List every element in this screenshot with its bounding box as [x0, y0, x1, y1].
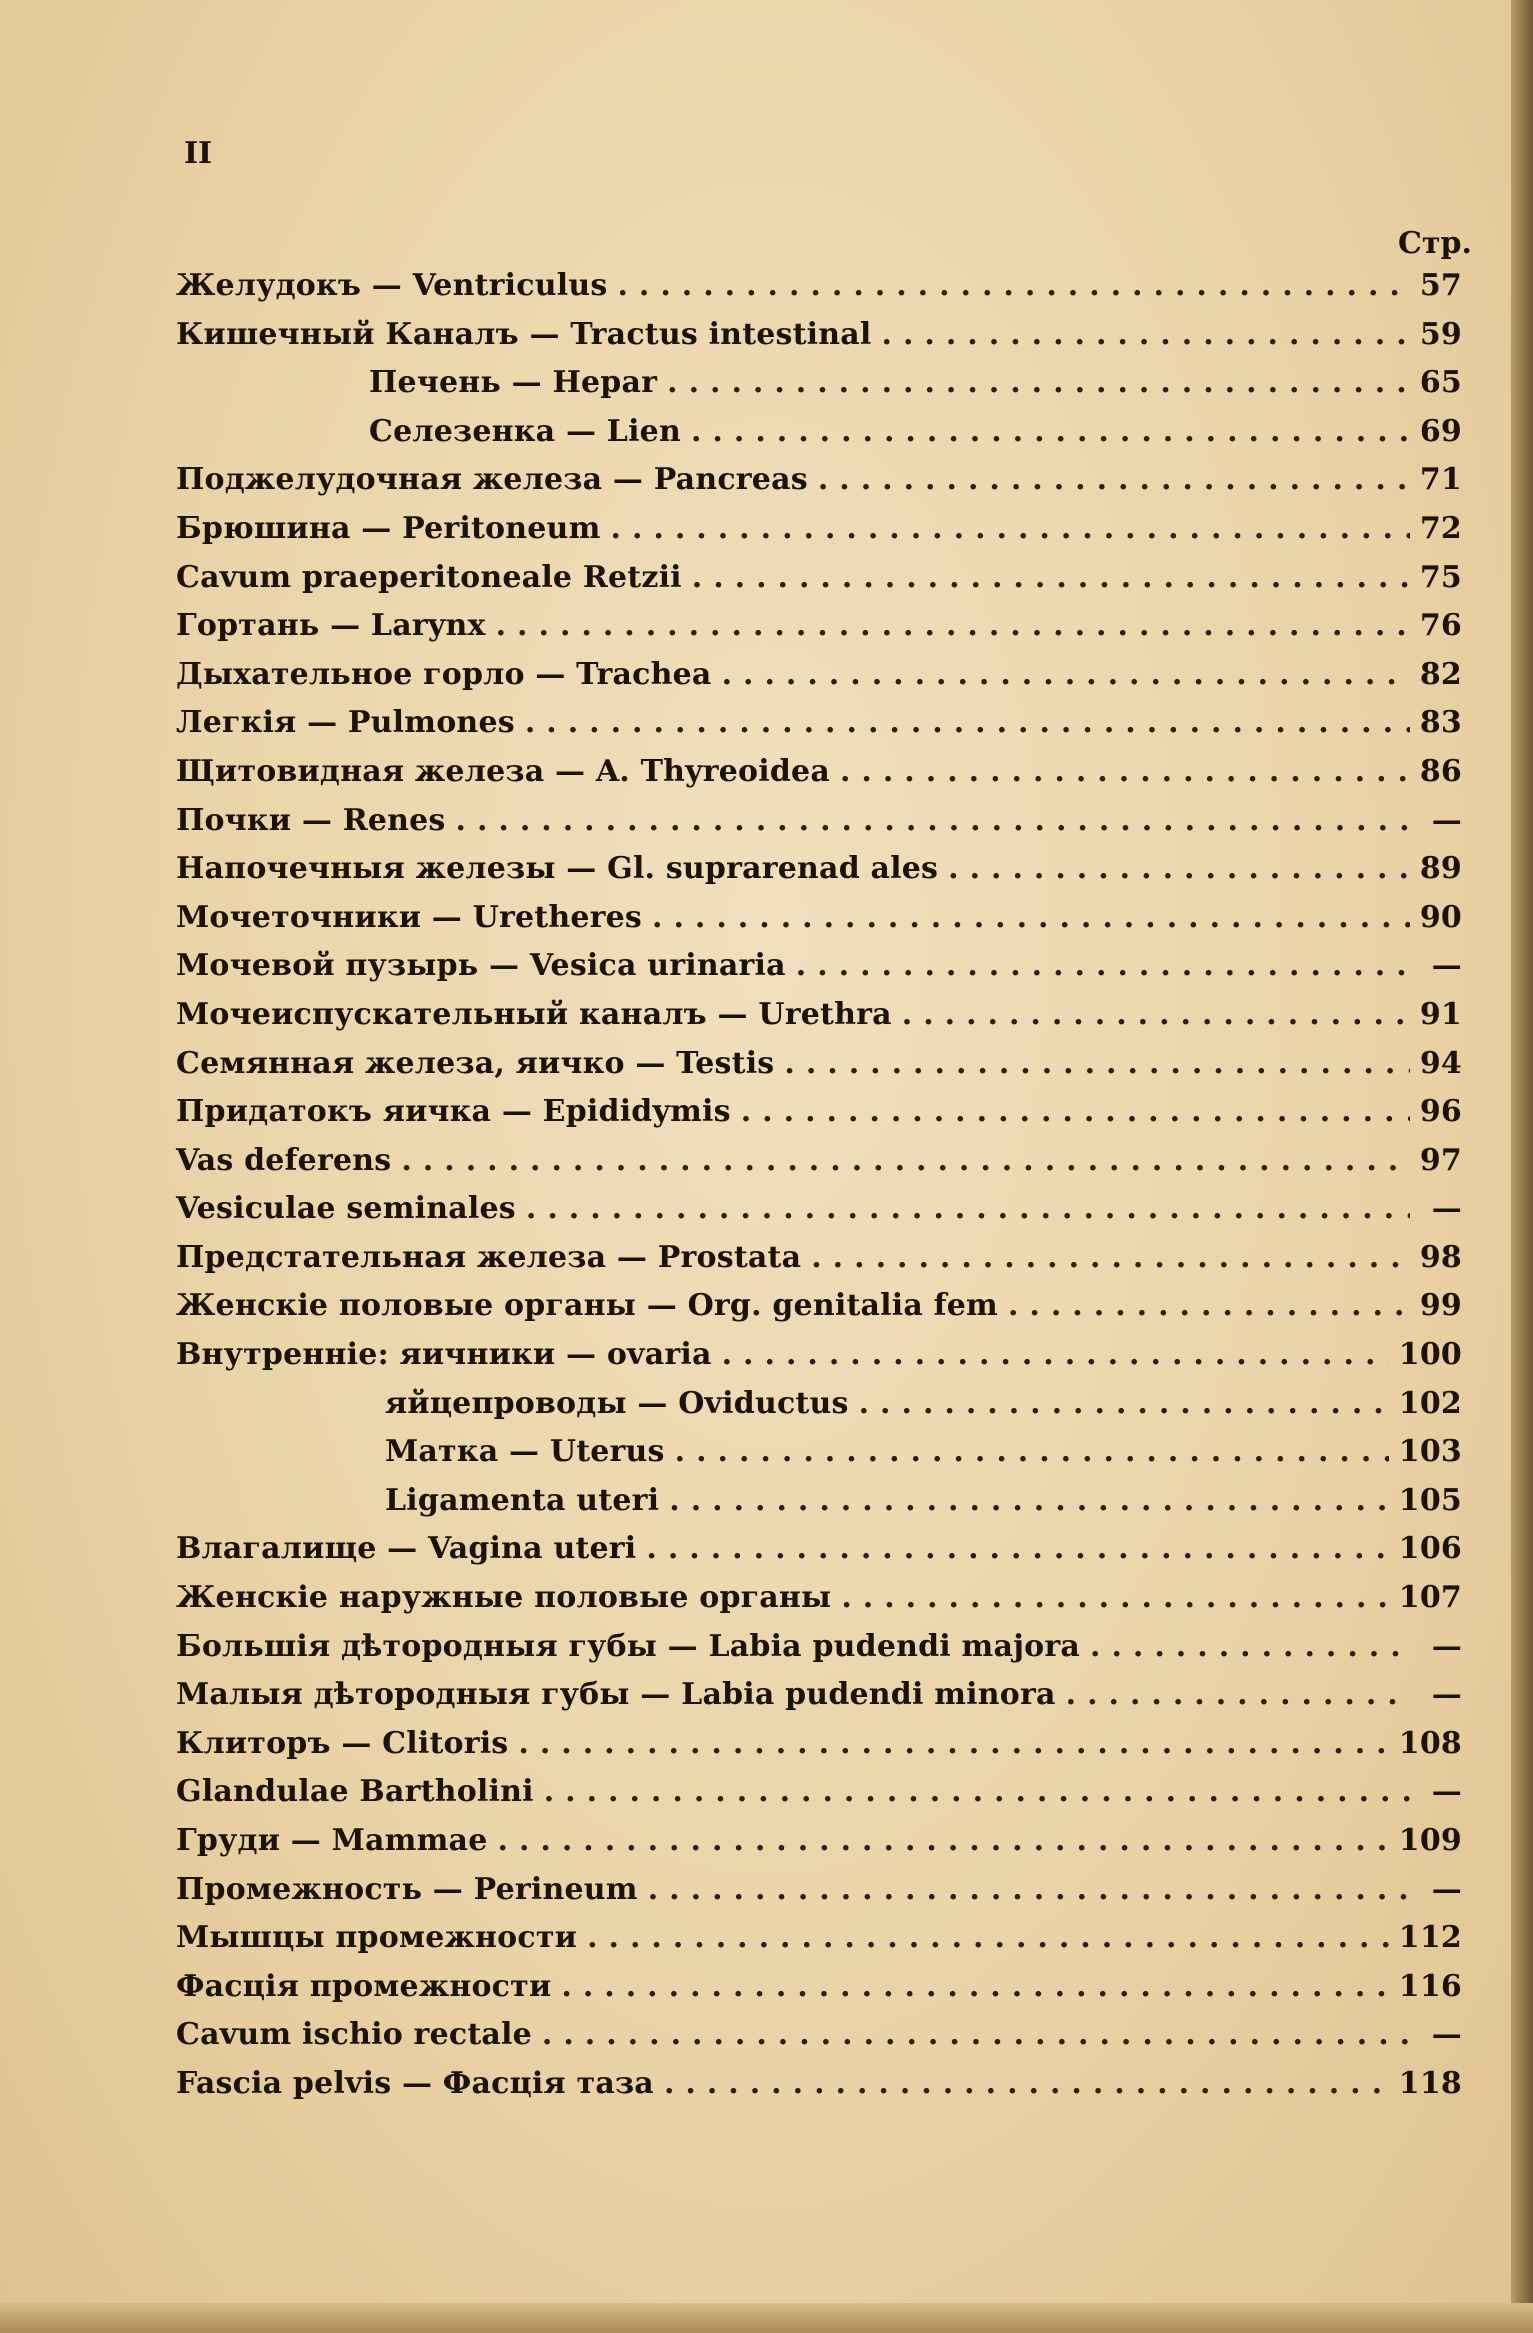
- toc-entry-title: Кишечный Каналъ — Tractus intestinal: [176, 316, 872, 352]
- toc-entry-page: —: [1431, 1191, 1462, 1227]
- toc-entry: [176, 365, 1462, 414]
- toc-entry: [176, 1531, 1462, 1580]
- toc-entry: [176, 462, 1462, 511]
- toc-entry-title: Промежность — Perineum: [176, 1871, 638, 1907]
- toc-entry-page: 98: [1419, 1239, 1462, 1275]
- toc-entry-page: 59: [1419, 316, 1462, 352]
- toc-entry: [176, 1143, 1462, 1192]
- toc-entry-title: Клиторъ — Clitoris: [176, 1725, 509, 1761]
- dot-leader: [648, 1872, 1410, 1907]
- toc-entry: [176, 414, 1462, 463]
- toc-entry-title: Cavum praeperitoneale Retzii: [176, 559, 682, 595]
- toc-entry-title: Матка — Uterus: [385, 1434, 665, 1470]
- dot-leader: [796, 948, 1410, 983]
- dot-leader: [652, 900, 1410, 935]
- toc-entry: [176, 997, 1462, 1046]
- toc-entry-title: Груди — Mammae: [176, 1823, 488, 1858]
- toc-entry: [176, 1774, 1462, 1823]
- toc-entry-title: Брюшина — Peritoneum: [176, 510, 601, 546]
- toc-entry-title: Мочеиспускательный каналъ — Urethra: [176, 996, 892, 1032]
- toc-entry: [176, 1288, 1462, 1337]
- dot-leader: [664, 2066, 1389, 2101]
- toc-entry-page: 100: [1398, 1337, 1462, 1373]
- toc-entry-page: 105: [1398, 1482, 1462, 1518]
- toc-entry: [176, 754, 1462, 803]
- toc-entry: [176, 1094, 1462, 1143]
- toc-entry-title: Внутренніе: яичники — ovaria: [176, 1337, 712, 1373]
- toc-entry: [176, 705, 1462, 754]
- dot-leader: [692, 560, 1410, 595]
- toc-entry-page: 75: [1419, 559, 1462, 595]
- dot-leader: [1090, 1629, 1410, 1664]
- toc-entry-title: Семянная железа, яичко — Testis: [176, 1045, 775, 1081]
- toc-entry: [176, 1920, 1462, 1969]
- toc-entry-title: Glandulae Bartholini: [176, 1774, 534, 1810]
- toc-entry-title: Большія дѣтородныя губы — Labia pudendi majora: [176, 1628, 1081, 1664]
- toc-entry-title: Cavum ischio rectale: [176, 2017, 532, 2053]
- dot-leader: [811, 1240, 1410, 1275]
- dot-leader: [818, 462, 1410, 497]
- page-edge-shadow: [1511, 0, 1533, 2333]
- toc-entry: [176, 851, 1462, 900]
- toc-entry-title: Ligamenta uteri: [385, 1482, 660, 1518]
- toc-entry: [176, 268, 1462, 317]
- toc-entry-page: 99: [1419, 1288, 1462, 1324]
- dot-leader: [498, 1823, 1389, 1858]
- toc-entry: [176, 1677, 1462, 1726]
- toc-entry-page: 86: [1419, 753, 1462, 789]
- dot-leader: [882, 317, 1410, 352]
- toc-entry: [176, 803, 1462, 852]
- dot-leader: [841, 1580, 1388, 1615]
- dot-leader: [840, 754, 1410, 789]
- toc-entry: [176, 511, 1462, 560]
- toc-entry-page: —: [1431, 948, 1462, 984]
- toc-entry-page: 83: [1419, 705, 1462, 741]
- dot-leader: [542, 2017, 1410, 2052]
- toc-entry-title: Гортань — Larynx: [176, 608, 486, 644]
- toc-entry: [176, 1969, 1462, 2018]
- toc-entry: [176, 948, 1462, 997]
- page-column-header: Стр.: [1398, 226, 1472, 261]
- dot-leader: [722, 657, 1410, 692]
- toc-entry-page: 90: [1419, 899, 1462, 935]
- toc-entry-title: Vesiculae seminales: [176, 1191, 516, 1227]
- dot-leader: [617, 268, 1409, 303]
- toc-entry-page: 91: [1419, 996, 1462, 1032]
- toc-entry-title: Легкія — Pulmones: [176, 705, 515, 741]
- toc-entry: [176, 1580, 1462, 1629]
- toc-entry-title: Vas deferens: [176, 1142, 392, 1178]
- dot-leader: [611, 511, 1410, 546]
- toc-entry-page: 76: [1419, 608, 1462, 644]
- dot-leader: [526, 1191, 1410, 1226]
- toc-entry: [176, 608, 1462, 657]
- toc-entry-title: Мочевой пузырь — Vesica urinaria: [176, 948, 786, 984]
- toc-entry-page: 106: [1398, 1531, 1462, 1567]
- toc-entry-title: яйцепроводы — Oviductus: [385, 1385, 849, 1421]
- toc-entry-page: —: [1431, 802, 1462, 838]
- dot-leader: [722, 1337, 1389, 1372]
- toc-entry-title: Придатокъ яичка — Epididymis: [176, 1094, 731, 1130]
- toc-entry: [176, 1386, 1462, 1435]
- toc-entry-page: 65: [1419, 365, 1462, 401]
- toc-entry: [176, 900, 1462, 949]
- toc-entry-page: 96: [1419, 1094, 1462, 1130]
- toc-entry-page: 109: [1398, 1823, 1462, 1858]
- toc-entry-page: 71: [1419, 462, 1462, 498]
- dot-leader: [667, 365, 1410, 400]
- dot-leader: [691, 414, 1410, 449]
- dot-leader: [561, 1969, 1388, 2004]
- toc-entry: [176, 1240, 1462, 1289]
- toc-entry-page: —: [1431, 1774, 1462, 1810]
- toc-entry-title: Селезенка — Lien: [369, 413, 681, 449]
- toc-entry-page: 118: [1398, 2065, 1462, 2101]
- toc-entry: [176, 1337, 1462, 1386]
- toc-entry: [176, 1823, 1462, 1872]
- toc-entry: [176, 1872, 1462, 1921]
- toc-entry-page: 57: [1419, 268, 1462, 303]
- toc-entry: [176, 1191, 1462, 1240]
- toc-entry: [176, 657, 1462, 706]
- toc-entry: [176, 1046, 1462, 1095]
- page-number: II: [184, 136, 213, 171]
- toc-entry-page: 72: [1419, 510, 1462, 546]
- dot-leader: [544, 1774, 1410, 1809]
- toc-entry-title: Мочеточники — Uretheres: [176, 899, 643, 935]
- toc-entry-title: Печень — Hepar: [369, 365, 658, 401]
- toc-entry: [176, 1483, 1462, 1532]
- dot-leader: [401, 1143, 1409, 1178]
- dot-leader: [525, 705, 1410, 740]
- toc-entry: [176, 317, 1462, 366]
- toc-entry-page: 103: [1398, 1434, 1462, 1470]
- toc-entry-title: Желудокъ — Ventriculus: [176, 268, 608, 303]
- toc-entry-title: Поджелудочная железа — Pancreas: [176, 462, 808, 498]
- toc-entry-page: 112: [1398, 1920, 1462, 1956]
- dot-leader: [518, 1726, 1388, 1761]
- toc-entry: [176, 560, 1462, 609]
- toc-entry-title: Малыя дѣтородныя губы — Labia pudendi minora: [176, 1677, 1056, 1713]
- toc-entry-page: —: [1431, 1628, 1462, 1664]
- page-bottom-edge: [0, 2303, 1533, 2333]
- toc-entry-title: Женскіе половые органы — Org. genitalia fem: [176, 1288, 998, 1324]
- toc-entry: [176, 1629, 1462, 1678]
- toc-entry-title: Щитовидная железа — A. Thyreoidea: [176, 753, 830, 789]
- dot-leader: [948, 851, 1410, 886]
- toc-entry-title: Влагалище — Vagina uteri: [176, 1531, 637, 1567]
- toc-entry: [176, 1726, 1462, 1775]
- toc-entry-page: 97: [1419, 1142, 1462, 1178]
- toc-entry-title: Предстательная железа — Prostata: [176, 1239, 802, 1275]
- toc-entry-page: 108: [1398, 1725, 1462, 1761]
- dot-leader: [587, 1920, 1389, 1955]
- table-of-contents: [176, 268, 1462, 2115]
- toc-entry-page: —: [1431, 1677, 1462, 1713]
- toc-entry-title: Мышцы промежности: [176, 1920, 578, 1956]
- dot-leader: [741, 1094, 1410, 1129]
- toc-entry-title: Дыхательное горло — Trachea: [176, 656, 712, 692]
- dot-leader: [902, 997, 1410, 1032]
- toc-entry: [176, 2066, 1462, 2115]
- toc-entry-title: Fascia pelvis — Фасція таза: [176, 2065, 654, 2101]
- dot-leader: [859, 1386, 1389, 1421]
- toc-entry-page: 89: [1419, 851, 1462, 887]
- dot-leader: [496, 608, 1410, 643]
- toc-entry-page: 107: [1398, 1580, 1462, 1616]
- dot-leader: [675, 1434, 1389, 1469]
- dot-leader: [784, 1046, 1409, 1081]
- toc-entry: [176, 1434, 1462, 1483]
- dot-leader: [669, 1483, 1389, 1518]
- dot-leader: [1066, 1677, 1410, 1712]
- toc-entry-title: Фасція промежности: [176, 1968, 552, 2004]
- dot-leader: [456, 803, 1410, 838]
- toc-entry-title: Женскіе наружные половые органы: [176, 1580, 832, 1616]
- toc-entry-title: Напочечныя железы — Gl. suprarenad ales: [176, 851, 939, 887]
- toc-entry-page: —: [1431, 1871, 1462, 1907]
- toc-entry-page: 102: [1398, 1385, 1462, 1421]
- toc-entry: [176, 2017, 1462, 2066]
- toc-entry-page: 94: [1419, 1045, 1462, 1081]
- toc-entry-page: 116: [1398, 1968, 1462, 2004]
- toc-entry-page: 69: [1419, 413, 1462, 449]
- dot-leader: [1008, 1288, 1410, 1323]
- toc-entry-page: 82: [1419, 656, 1462, 692]
- toc-entry-page: —: [1431, 2017, 1462, 2053]
- toc-entry-title: Почки — Renes: [176, 802, 446, 838]
- dot-leader: [646, 1531, 1388, 1566]
